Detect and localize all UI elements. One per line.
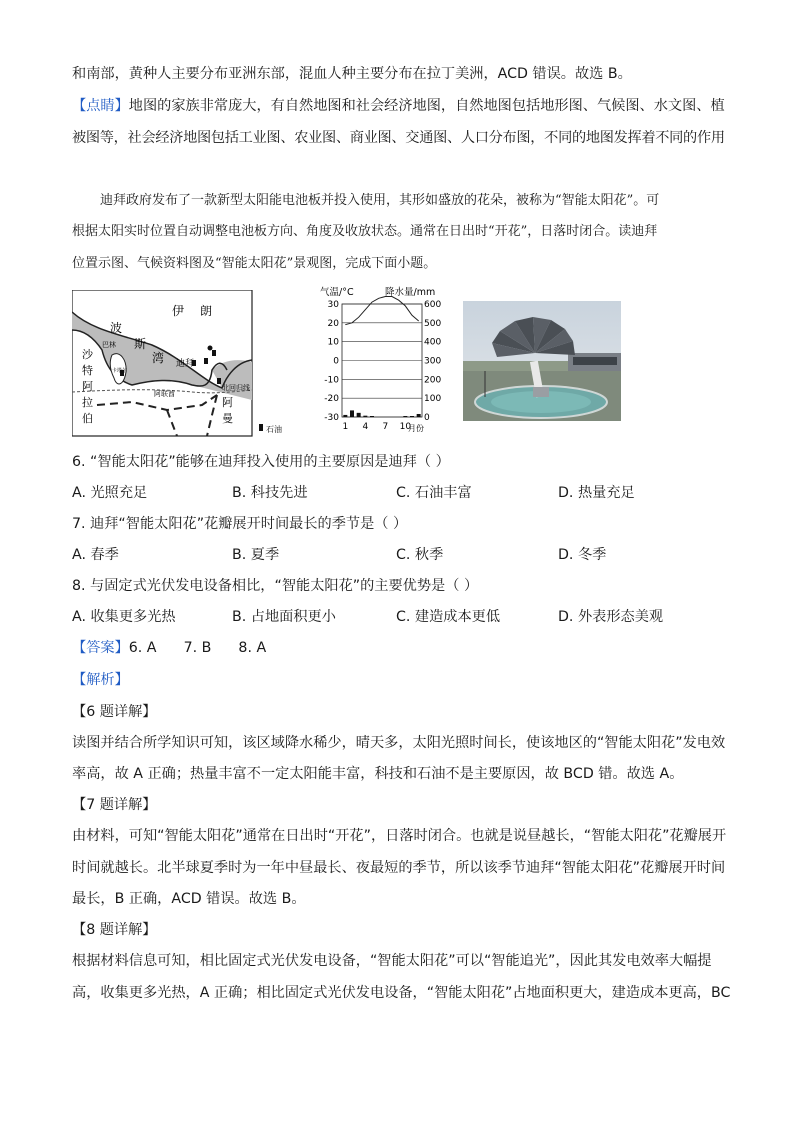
chart-left-tick: 30 [327,300,339,310]
question-8-stem: 8. 与固定式光伏发电设备相比，“智能太阳花”的主要优势是（ ） [72,578,479,594]
answer-line [72,638,266,658]
q6-detail-line-1: 读图并结合所学知识可知，该区域降水稀少，晴天多，太阳光照时间长，使该地区的“智能太阳花”发电效 [72,735,726,751]
climate-chart-svg [315,284,450,434]
chart-x-tick: 10 [399,422,412,432]
chart-x-tick: 4 [362,422,369,432]
dianjing-text: 地图的家族非常庞大，有自然地图和社会经济地图，自然地图包括地形图、气候图、水文图、植 [128,98,725,114]
answer-tag: 【答案】 [72,640,129,656]
map-label-saudi-4: 拉 [82,396,93,409]
material-line-1: 迪拜政府发布了一款新型太阳能电池板并投入使用，其形如盛放的花朵，被称为“智能太阳花”。可 [100,193,660,208]
q7-detail-tag: 【7 题详解】 [72,797,157,813]
q7-option-b[interactable]: B. 夏季 [232,547,280,563]
chart-ylabel-left: 气温/°C [320,287,354,298]
map-label-tropic: 北回归线 [222,384,250,392]
q8-option-a[interactable]: A. 收集更多光热 [72,609,176,625]
q7-detail-line-3: 最长，B 正确，ACD 错误。故选 B。 [72,891,306,907]
dubai-location-map [72,290,292,442]
q8-detail-line-2: 高，收集更多光热，A 正确；相比固定式光伏发电设备，“智能太阳花”占地面积更大，建造成本更高，BC [72,985,731,1001]
material-line-3: 位置示图、气候资料图及“智能太阳花”景观图，完成下面小题。 [72,256,437,271]
chart-right-tick: 0 [424,413,430,423]
q6-option-a[interactable]: A. 光照充足 [72,485,148,501]
q6-option-d[interactable]: D. 热量充足 [558,485,635,501]
prev-text-line-2 [72,96,725,116]
question-7-stem: 7. 迪拜“智能太阳花”花瓣展开时间最长的季节是（ ） [72,516,408,532]
chart-left-tick: -30 [324,413,339,423]
chart-xlabel: 月份 [408,424,424,433]
chart-left-tick: 0 [333,356,339,367]
map-label-bahrain: 巴林 [102,341,116,349]
map-label-oman-1: 阿 [222,396,233,409]
q7-option-d[interactable]: D. 冬季 [558,547,607,563]
map-label-wan: 湾 [152,351,165,365]
precipitation-bar [343,415,347,417]
map-label-bo: 波 [110,321,123,335]
q6-option-b[interactable]: B. 科技先进 [232,485,308,501]
smart-sunflower-photo [463,301,621,421]
map-label-si: 斯 [134,337,147,351]
precipitation-bar [363,416,367,417]
oil-legend-icon [259,424,263,431]
map-label-saudi-5: 伯 [82,412,93,425]
chart-right-tick: 100 [424,394,442,405]
map-label-dubai: 迪拜 [176,359,195,369]
q7-option-a[interactable]: A. 春季 [72,547,119,563]
chart-left-tick: 20 [327,318,339,329]
climate-chart [315,284,450,438]
q8-option-d[interactable]: D. 外表形态美观 [558,609,664,625]
map-label-saudi-3: 阿 [82,380,93,393]
q7-detail-line-1: 由材料，可知“智能太阳花”通常在日出时“开花”，日落时闭合。也就是说昼越长，“智能太阳花”花瓣展开 [72,828,727,844]
dianjing-tag: 【点睛】 [72,98,129,114]
prev-text-line-1: 和南部，黄种人主要分布亚洲东部，混血人种主要分布在拉丁美洲，ACD 错误。故选 B。 [72,66,632,82]
map-label-oman-2: 曼 [222,412,233,425]
prev-text-line-3: 被图等，社会经济地图包括工业图、农业图、商业图、交通图、人口分布图，不同的地图发挥着不同的作用 [72,130,725,146]
q8-option-c[interactable]: C. 建造成本更低 [396,609,501,625]
precipitation-bar [403,416,407,417]
precipitation-bar [357,413,361,417]
map-label-saudi-2: 特 [82,364,93,377]
chart-ylabel-right: 降水量/mm [385,287,436,298]
precipitation-bar [350,410,354,417]
q6-detail-line-2: 率高，故 A 正确；热量丰富不一定太阳能丰富，科技和石油不是主要原因，故 BCD 错。故选 A。 [72,766,684,782]
chart-right-tick: 200 [424,375,442,386]
map-label-uae: 阿联酋 [154,390,175,398]
chart-left-tick: -10 [324,375,339,386]
chart-right-tick: 600 [424,300,442,310]
map-label-saudi-1: 沙 [82,348,93,361]
chart-left-tick: 10 [327,337,339,348]
map-label-iran-2: 朗 [200,304,213,318]
question-6-stem: 6. “智能太阳花”能够在迪拜投入使用的主要原因是迪拜（ ） [72,454,450,470]
chart-x-tick: 7 [382,422,389,432]
precipitation-bar [370,416,374,417]
q6-detail-tag: 【6 题详解】 [72,704,157,720]
q8-option-b[interactable]: B. 占地面积更小 [232,609,336,625]
chart-x-tick: 1 [342,422,349,432]
temperature-line [345,297,418,325]
map-label-qatar: 卡塔尔 [112,368,128,374]
chart-right-tick: 300 [424,356,442,367]
q8-detail-tag: 【8 题详解】 [72,922,157,938]
map-legend-oil: 石油 [266,425,282,434]
q8-detail-line-1: 根据材料信息可知，相比固定式光伏发电设备，“智能太阳花”可以“智能追光”，因此其发电效率大幅提 [72,953,712,969]
q7-option-c[interactable]: C. 秋季 [396,547,444,563]
chart-left-tick: -20 [324,394,339,405]
precipitation-bar [410,416,414,417]
analysis-tag: 【解析】 [72,672,129,688]
material-line-2: 根据太阳实时位置自动调整电池板方向、角度及收放状态。通常在日出时“开花”，日落时闭合。读迪拜 [72,224,658,239]
q7-detail-line-2: 时间就越长。北半球夏季时为一年中昼最长、夜最短的季节，所以该季节迪拜“智能太阳花”花瓣展开时间 [72,860,726,876]
precipitation-bar [417,414,421,417]
chart-right-tick: 400 [424,337,442,348]
chart-right-tick: 500 [424,318,442,329]
map-label-iran-1: 伊 [172,304,185,318]
answer-text: 6. A 7. B 8. A [128,640,267,656]
q6-option-c[interactable]: C. 石油丰富 [396,485,472,501]
